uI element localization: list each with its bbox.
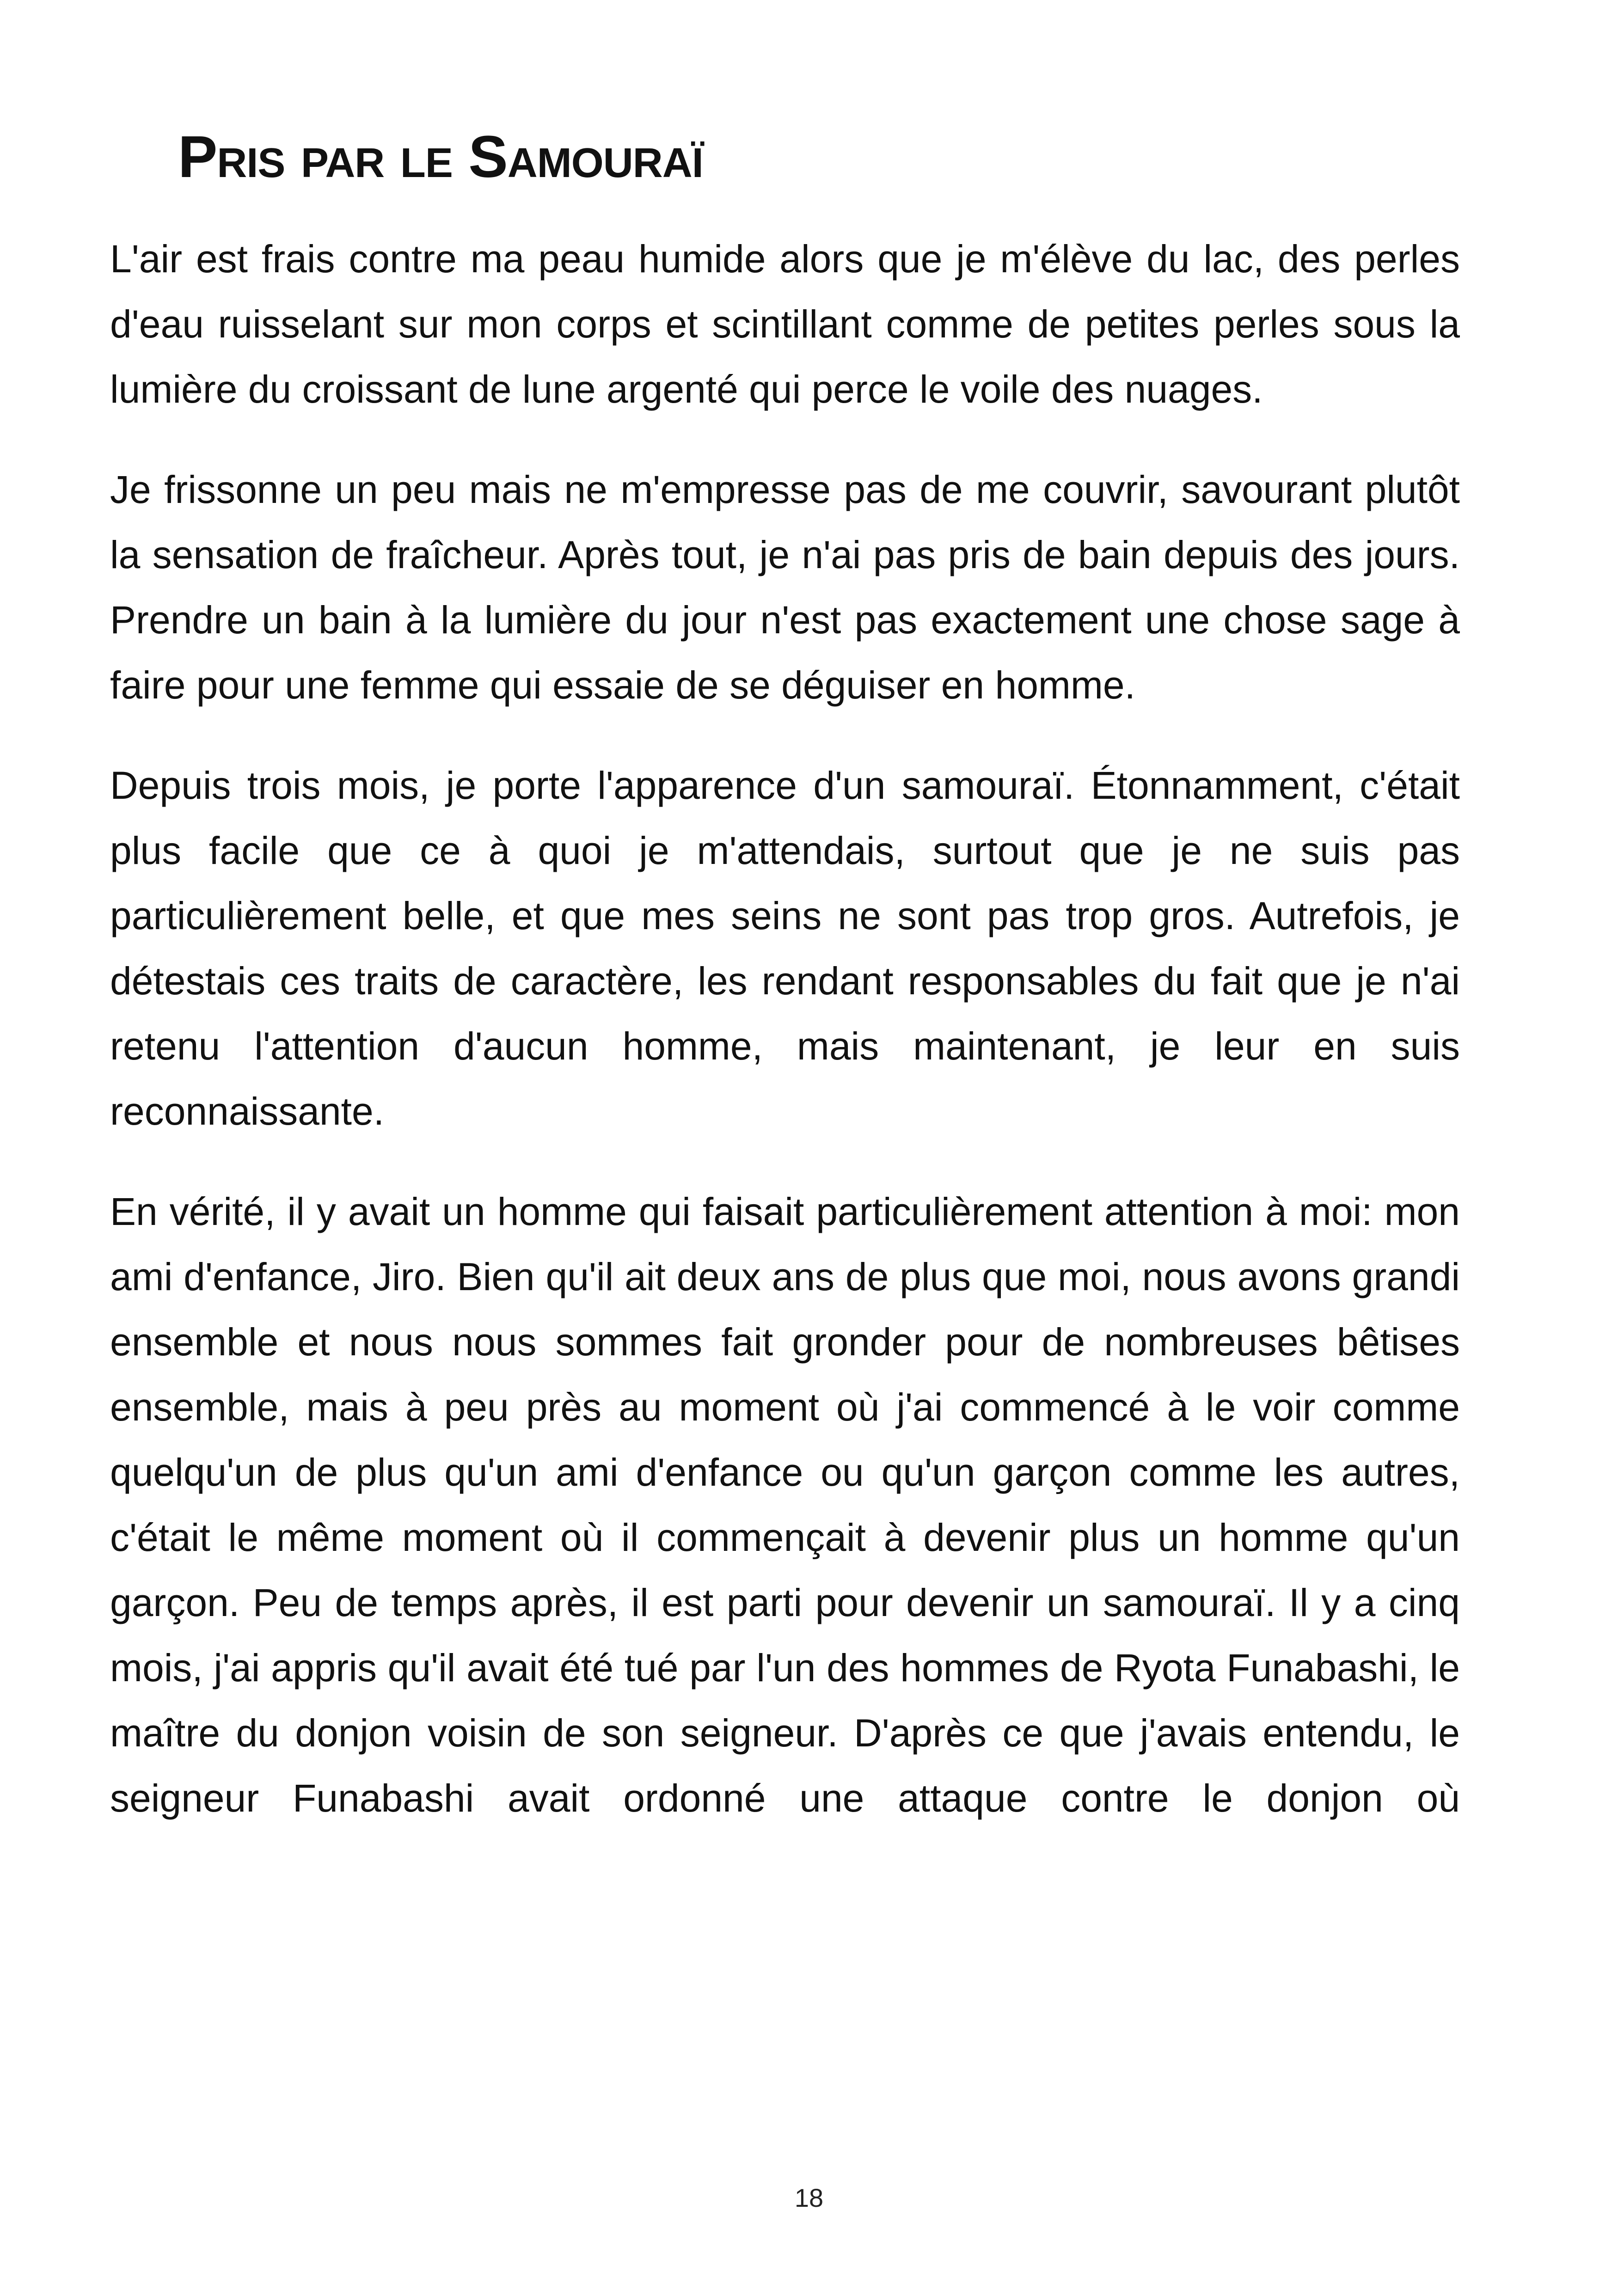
paragraph: En vérité, il y avait un homme qui faisait particulièrement attention à moi: mon ami d'enfance, Jiro. Bien qu'il ait deux ans de plus que moi, nous avons grandi ensemble et nous nous sommes fait gronder pour de nombreuses bêtises ensemble, mais à peu près au moment où j'ai commencé à le voir comme quelqu'un de plus qu'un ami d'enfance ou qu'un garçon comme les autres, c'était le même moment où il commençait à devenir plus un homme qu'un garçon. Peu de temps après, il est parti pour devenir un samouraï. Il y a cinq mois, j'ai appris qu'il avait été tué par l'un des hommes de Ryota Funabashi, le maître du donjon voisin de son seigneur. D'après ce que j'avais entendu, le seigneur Funabashi avait ordonné une attaque contre le donjon où	[110, 1190, 1460, 1820]
paragraph: Je frissonne un peu mais ne m'empresse pas de me couvrir, savourant plutôt la sensation de fraîcheur. Après tout, je n'ai pas pris de bain depuis des jours. Prendre un bain à la lumière du jour n'est pas exactement une chose sage à faire pour une femme qui essaie de se déguiser en homme.	[110, 468, 1460, 707]
paragraph: Depuis trois mois, je porte l'apparence d'un samouraï. Étonnamment, c'était plus facile que ce à quoi je m'attendais, surtout que je ne suis pas particulièrement belle, et que mes seins ne sont pas trop gros. Autrefois, je détestais ces traits de caractère, les rendant responsables du fait que je n'ai retenu l'attention d'aucun homme, mais maintenant, je leur en suis reconnaissante.	[110, 764, 1460, 1133]
paragraph: L'air est frais contre ma peau humide alors que je m'élève du lac, des perles d'eau ruisselant sur mon corps et scintillant comme de petites perles sous la lumière du croissant de lune argenté qui perce le voile des nuages.	[110, 237, 1460, 411]
body-text	[110, 227, 1460, 1866]
chapter-title: Pris par le Samouraï	[178, 124, 703, 190]
page-number: 18	[794, 2183, 824, 2212]
